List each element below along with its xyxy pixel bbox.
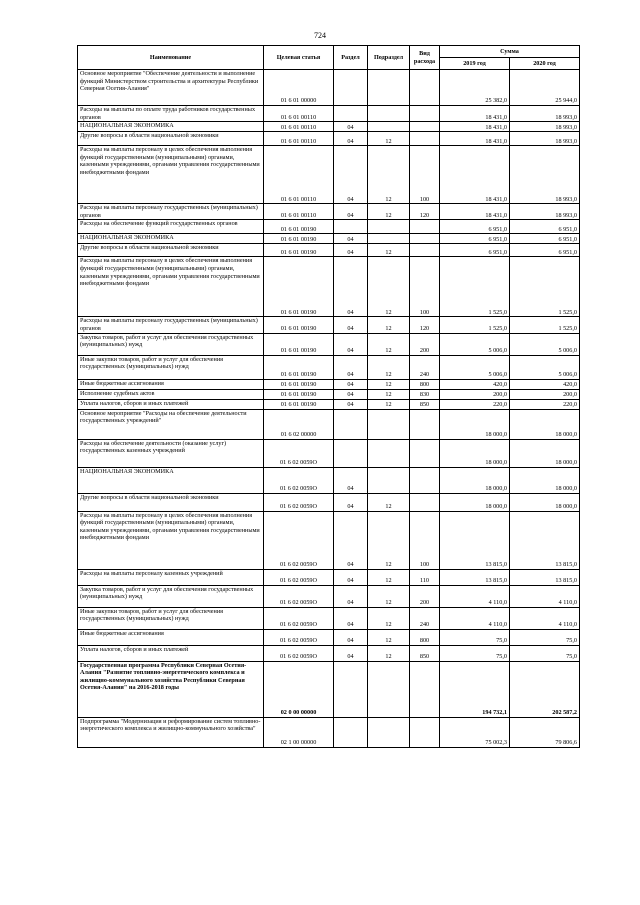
table-row [78,409,580,439]
row-2020: 18 000,0 [510,467,580,493]
row-section: 04 [334,379,368,389]
row-type: 100 [410,257,440,317]
row-2019: 25 382,0 [440,70,510,106]
row-subsection [368,70,410,106]
row-2019: 220,0 [440,399,510,409]
table-row [78,70,580,106]
row-type: 830 [410,389,440,399]
row-name: Государственная программа Республики Северная Осетия-Алания "Развитие топливно-энергетического комплекса и жилищно-коммунального хозяйства Республики Северная Осетия-Алания" на 2016-2018 годы [78,661,264,717]
row-2020: 75,0 [510,629,580,645]
row-2019: 18 431,0 [440,122,510,132]
row-2020: 18 000,0 [510,493,580,511]
table-row [78,717,580,747]
row-type: 200 [410,585,440,607]
row-name: Расходы на выплаты персоналу государственных (муниципальных) органов [78,317,264,333]
row-2020: 200,0 [510,389,580,399]
row-2019: 1 525,0 [440,257,510,317]
row-target: 01 6 01 00190 [264,379,334,389]
row-section: 04 [334,629,368,645]
row-target: 01 6 01 00190 [264,234,334,244]
row-subsection [368,439,410,467]
row-type [410,244,440,257]
row-2019: 18 000,0 [440,409,510,439]
row-2020: 18 000,0 [510,409,580,439]
table-row [78,257,580,317]
row-name: Исполнение судебных актов [78,389,264,399]
row-2019: 18 431,0 [440,106,510,122]
table-row [78,122,580,132]
row-2019: 194 732,1 [440,661,510,717]
table-row [78,645,580,661]
row-2019: 18 431,0 [440,146,510,204]
row-subsection: 12 [368,399,410,409]
row-target: 01 6 02 0059О [264,607,334,629]
row-target: 01 6 02 00000 [264,409,334,439]
table-row [78,234,580,244]
row-2020: 5 006,0 [510,355,580,379]
row-2020: 18 993,0 [510,204,580,220]
row-type: 240 [410,355,440,379]
row-2019: 18 000,0 [440,439,510,467]
header-sum: Сумма [440,46,580,58]
row-section: 04 [334,333,368,355]
row-2020: 4 110,0 [510,607,580,629]
row-2020: 4 110,0 [510,585,580,607]
row-subsection: 12 [368,493,410,511]
row-subsection: 12 [368,355,410,379]
row-section [334,717,368,747]
row-target: 01 6 02 0059О [264,569,334,585]
table-row [78,379,580,389]
row-type: 100 [410,511,440,569]
table-row [78,204,580,220]
row-2020: 202 587,2 [510,661,580,717]
row-target: 01 6 02 0059О [264,645,334,661]
row-type [410,234,440,244]
row-target: 01 6 01 00190 [264,333,334,355]
row-2020: 18 993,0 [510,132,580,146]
row-subsection: 12 [368,132,410,146]
row-type [410,132,440,146]
row-subsection: 12 [368,569,410,585]
row-target: 01 6 01 00190 [264,317,334,333]
row-subsection: 12 [368,379,410,389]
row-subsection [368,122,410,132]
page-number: 724 [314,31,326,40]
header-2020: 2020 год [510,58,580,70]
table-row [78,399,580,409]
row-target: 01 6 01 00110 [264,146,334,204]
row-2020: 18 993,0 [510,122,580,132]
table-row [78,333,580,355]
row-name: Другие вопросы в области национальной экономики [78,493,264,511]
row-target: 01 6 01 00190 [264,389,334,399]
row-section: 04 [334,607,368,629]
row-2019: 6 951,0 [440,244,510,257]
row-section: 04 [334,399,368,409]
row-target: 01 6 02 0059О [264,629,334,645]
row-section: 04 [334,234,368,244]
row-target: 01 6 02 0059О [264,493,334,511]
row-section [334,70,368,106]
table-row [78,511,580,569]
row-2020: 18 993,0 [510,146,580,204]
row-2019: 13 815,0 [440,569,510,585]
row-name: Расходы на выплаты по оплате труда работников государственных органов [78,106,264,122]
table-row [78,607,580,629]
header-subsection: Подраздел [368,46,410,70]
row-name: Расходы на выплаты персоналу в целях обеспечения выполнения функций государственными (муниципальными) органами, казенными учреждениями, органами управления государственными внебюджетными фондами [78,257,264,317]
row-2020: 6 951,0 [510,244,580,257]
row-name: Расходы на выплаты персоналу казенных учреждений [78,569,264,585]
row-section: 04 [334,585,368,607]
row-2020: 1 525,0 [510,257,580,317]
row-type [410,409,440,439]
table-row [78,220,580,234]
row-2020: 220,0 [510,399,580,409]
row-target: 01 6 02 0059О [264,585,334,607]
row-section: 04 [334,146,368,204]
row-2019: 13 815,0 [440,511,510,569]
row-section: 04 [334,511,368,569]
row-section: 04 [334,645,368,661]
row-name: Основное мероприятие "Расходы на обеспечение деятельности государственных учреждений" [78,409,264,439]
row-type [410,493,440,511]
table-row [78,389,580,399]
row-2019: 18 000,0 [440,493,510,511]
row-type [410,70,440,106]
row-2020: 1 525,0 [510,317,580,333]
row-subsection: 12 [368,146,410,204]
row-subsection: 12 [368,389,410,399]
row-2019: 75,0 [440,629,510,645]
row-subsection [368,220,410,234]
table-row [78,661,580,717]
row-2019: 4 110,0 [440,585,510,607]
row-subsection: 12 [368,257,410,317]
row-type: 120 [410,317,440,333]
row-2019: 75 002,3 [440,717,510,747]
row-section: 04 [334,317,368,333]
table-row [78,132,580,146]
row-2020: 79 806,6 [510,717,580,747]
table-row [78,569,580,585]
row-target: 02 0 00 00000 [264,661,334,717]
row-target: 01 6 01 00110 [264,122,334,132]
budget-table [77,45,580,748]
row-target: 01 6 01 00110 [264,132,334,146]
row-target: 01 6 01 00110 [264,106,334,122]
row-2019: 1 525,0 [440,317,510,333]
row-2020: 420,0 [510,379,580,389]
row-type: 850 [410,399,440,409]
row-type: 800 [410,379,440,389]
row-section [334,220,368,234]
row-2019: 6 951,0 [440,220,510,234]
row-name: Закупка товаров, работ и услуг для обеспечения государственных (муниципальных) нужд [78,333,264,355]
row-subsection [368,234,410,244]
row-name: Расходы на выплаты персоналу в целях обеспечения выполнения функций государственными (муниципальными) органами, казенными учреждениями, органами управления государственными внебюджетными фондами [78,146,264,204]
row-target: 01 6 01 00190 [264,355,334,379]
row-section: 04 [334,355,368,379]
row-target: 01 6 01 00190 [264,399,334,409]
row-name: Основное мероприятие "Обеспечение деятельности и выполнение функций Министерством строительства и архитектуры Республики Северная Осетия-Алания" [78,70,264,106]
row-subsection [368,717,410,747]
row-target: 01 6 02 0059О [264,511,334,569]
row-type [410,220,440,234]
row-name: НАЦИОНАЛЬНАЯ ЭКОНОМИКА [78,122,264,132]
row-2020: 5 006,0 [510,333,580,355]
table-row [78,317,580,333]
row-section: 04 [334,493,368,511]
row-name: Закупка товаров, работ и услуг для обеспечения государственных (муниципальных) нужд [78,585,264,607]
header-section: Раздел [334,46,368,70]
row-2019: 18 431,0 [440,132,510,146]
row-2020: 75,0 [510,645,580,661]
row-section: 04 [334,122,368,132]
row-2019: 420,0 [440,379,510,389]
row-section [334,106,368,122]
row-2019: 18 431,0 [440,204,510,220]
row-subsection [368,409,410,439]
row-target: 01 6 01 00190 [264,257,334,317]
row-type [410,467,440,493]
table-row [78,629,580,645]
row-type: 240 [410,607,440,629]
row-name: Иные закупки товаров, работ и услуг для обеспечения государственных (муниципальных) нужд [78,607,264,629]
row-subsection: 12 [368,317,410,333]
row-2019: 200,0 [440,389,510,399]
row-type: 120 [410,204,440,220]
row-section [334,409,368,439]
row-name: Уплата налогов, сборов и иных платежей [78,399,264,409]
row-subsection [368,106,410,122]
row-section: 04 [334,244,368,257]
row-subsection: 12 [368,645,410,661]
row-target: 01 6 02 0059О [264,467,334,493]
row-2020: 25 944,0 [510,70,580,106]
table-row [78,493,580,511]
row-name: Расходы на обеспечение деятельности (оказание услуг) государственных казенных учреждений [78,439,264,467]
row-type: 200 [410,333,440,355]
row-name: Другие вопросы в области национальной экономики [78,244,264,257]
row-subsection: 12 [368,244,410,257]
row-section [334,661,368,717]
row-subsection: 12 [368,585,410,607]
row-2020: 6 951,0 [510,234,580,244]
row-subsection: 12 [368,629,410,645]
row-section: 04 [334,467,368,493]
row-name: Уплата налогов, сборов и иных платежей [78,645,264,661]
row-type [410,106,440,122]
row-2019: 75,0 [440,645,510,661]
table-row [78,467,580,493]
row-type [410,439,440,467]
row-type: 800 [410,629,440,645]
row-type: 850 [410,645,440,661]
header-target: Целевая статья [264,46,334,70]
row-section: 04 [334,132,368,146]
row-type [410,661,440,717]
row-name: Иные закупки товаров, работ и услуг для обеспечения государственных (муниципальных) нужд [78,355,264,379]
row-type: 100 [410,146,440,204]
row-subsection [368,467,410,493]
row-subsection [368,661,410,717]
row-section [334,439,368,467]
row-subsection: 12 [368,511,410,569]
row-subsection: 12 [368,607,410,629]
table-row [78,439,580,467]
table-row [78,585,580,607]
header-name: Наименование [78,46,264,70]
row-subsection: 12 [368,333,410,355]
table-row [78,146,580,204]
row-target: 01 6 01 00190 [264,220,334,234]
row-type: 110 [410,569,440,585]
row-section: 04 [334,569,368,585]
row-name: Расходы на обеспечение функций государственных органов [78,220,264,234]
row-type [410,717,440,747]
row-type [410,122,440,132]
row-section: 04 [334,257,368,317]
row-target: 02 1 00 00000 [264,717,334,747]
row-target: 01 6 01 00000 [264,70,334,106]
row-section: 04 [334,204,368,220]
row-name: Иные бюджетные ассигнования [78,379,264,389]
table-row [78,106,580,122]
row-2020: 13 815,0 [510,511,580,569]
row-target: 01 6 01 00110 [264,204,334,220]
row-2020: 18 993,0 [510,106,580,122]
row-target: 01 6 02 0059О [264,439,334,467]
row-subsection: 12 [368,204,410,220]
table-body [78,70,580,748]
row-target: 01 6 01 00190 [264,244,334,257]
row-name: Другие вопросы в области национальной экономики [78,132,264,146]
header-type: Вид расхода [410,46,440,70]
row-2019: 4 110,0 [440,607,510,629]
table-header [78,46,580,70]
row-2019: 6 951,0 [440,234,510,244]
row-2019: 5 006,0 [440,333,510,355]
row-2020: 18 000,0 [510,439,580,467]
row-section: 04 [334,389,368,399]
table-row [78,355,580,379]
row-name: Иные бюджетные ассигнования [78,629,264,645]
table-row [78,244,580,257]
row-2020: 6 951,0 [510,220,580,234]
row-name: Подпрограмма "Модернизация и реформирование систем топливно-энергетического комплекса и жилищно-коммунального хозяйства" [78,717,264,747]
header-2019: 2019 год [440,58,510,70]
row-2019: 18 000,0 [440,467,510,493]
row-name: Расходы на выплаты персоналу в целях обеспечения выполнения функций государственными (муниципальными) органами, казенными учреждениями, органами управления государственными внебюджетными фондами [78,511,264,569]
row-name: НАЦИОНАЛЬНАЯ ЭКОНОМИКА [78,234,264,244]
row-2020: 13 815,0 [510,569,580,585]
row-name: НАЦИОНАЛЬНАЯ ЭКОНОМИКА [78,467,264,493]
row-name: Расходы на выплаты персоналу государственных (муниципальных) органов [78,204,264,220]
row-2019: 5 006,0 [440,355,510,379]
